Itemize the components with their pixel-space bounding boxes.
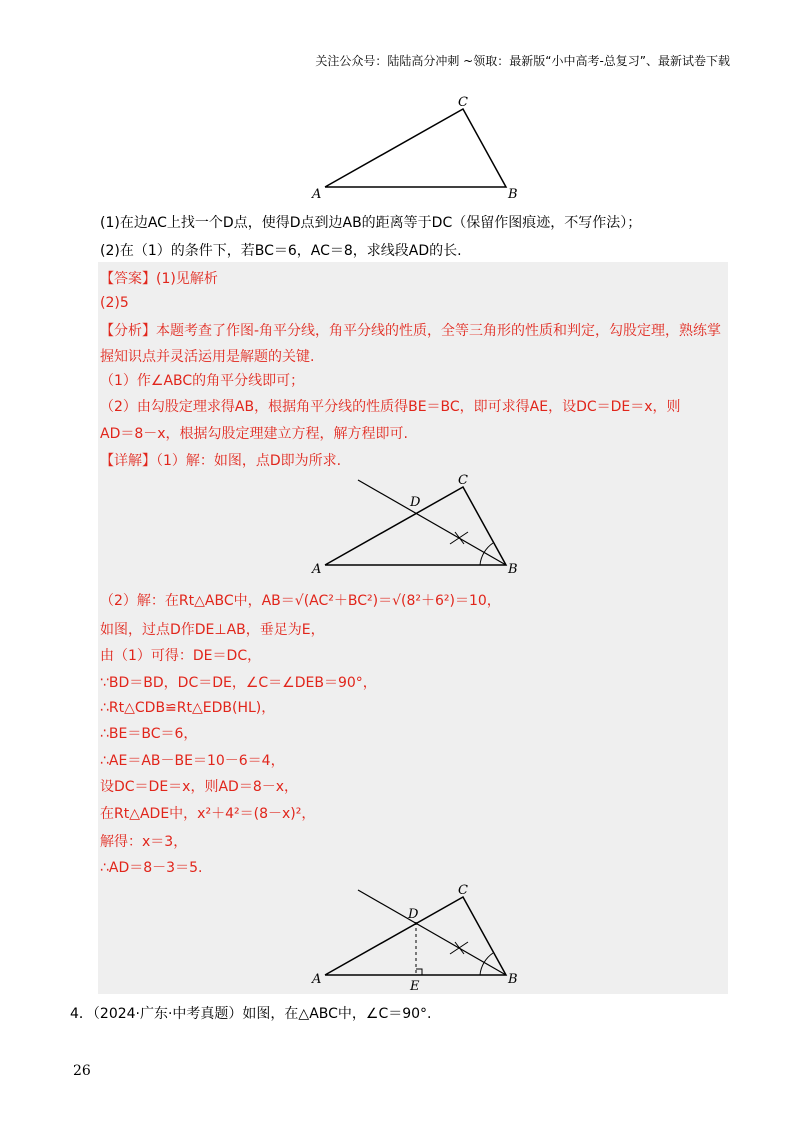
analysis-line-3: （1）作∠ABC的角平分线即可； bbox=[100, 373, 305, 389]
analysis-line-1: 【分析】本题考查了作图-角平分线，角平分线的性质，全等三角形的性质和判定，勾股定理，熟练掌 bbox=[100, 323, 722, 339]
detail-line-11: 解得：x＝3， bbox=[100, 834, 188, 850]
detail-line-2: （2）解：在Rt△ABC中，AB＝√(AC²＋BC²)＝√(8²＋6²)＝10， bbox=[100, 593, 501, 609]
detail-line-1: 【详解】（1）解：如图，点D即为所求. bbox=[100, 453, 342, 469]
label-B: B bbox=[508, 562, 518, 577]
label-A: A bbox=[312, 562, 322, 577]
detail-line-9: 设DC＝DE＝x，则AD＝8－x， bbox=[100, 779, 299, 795]
analysis-line-5: AD＝8－x，根据勾股定理建立方程，解方程即可. bbox=[100, 426, 408, 442]
label-D: D bbox=[410, 495, 421, 510]
triangle-figure-1 bbox=[300, 92, 530, 202]
label-B: B bbox=[508, 972, 518, 987]
label-C: C bbox=[458, 95, 468, 110]
triangle-figure-3 bbox=[300, 880, 530, 992]
question-part-1: (1)在边AC上找一个D点，使得D点到边AB的距离等于DC（保留作图痕迹，不写作法）； bbox=[100, 215, 642, 231]
page-header: 关注公众号：陆陆高分冲刺 ~领取：最新版“小中高考-总复习”、最新试卷下载 bbox=[315, 54, 730, 68]
detail-line-6: ∴Rt△CDB≌Rt△EDB(HL)， bbox=[100, 700, 276, 716]
label-E: E bbox=[410, 979, 420, 992]
label-A: A bbox=[312, 972, 322, 987]
label-C: C bbox=[458, 473, 468, 488]
detail-line-7: ∴BE＝BC＝6， bbox=[100, 726, 198, 742]
answer-line: 【答案】(1)见解析 bbox=[100, 271, 218, 287]
analysis-line-2: 握知识点并灵活运用是解题的关键. bbox=[100, 349, 315, 365]
triangle-figure-2 bbox=[300, 470, 530, 580]
question-part-2: (2)在（1）的条件下，若BC＝6，AC＝8，求线段AD的长. bbox=[100, 243, 462, 259]
detail-line-4: 由（1）可得：DE＝DC， bbox=[100, 648, 262, 664]
detail-line-3: 如图，过点D作DE⊥AB，垂足为E， bbox=[100, 622, 325, 638]
answer-line-2: (2)5 bbox=[100, 295, 129, 311]
question-4: 4．（2024·广东·中考真题）如图，在△ABC中，∠C＝90°. bbox=[70, 1006, 432, 1022]
detail-line-10: 在Rt△ADE中，x²＋4²＝(8－x)²， bbox=[100, 806, 316, 822]
detail-line-5: ∵BD＝BD，DC＝DE，∠C＝∠DEB＝90°， bbox=[100, 675, 377, 691]
analysis-line-4: （2）由勾股定理求得AB，根据角平分线的性质得BE＝BC，即可求得AE，设DC＝DE＝x，则 bbox=[100, 399, 681, 415]
page-number: 26 bbox=[73, 1063, 91, 1079]
label-A: A bbox=[312, 187, 322, 202]
label-D: D bbox=[408, 907, 419, 922]
label-B: B bbox=[508, 187, 518, 202]
detail-line-12: ∴AD＝8－3＝5. bbox=[100, 860, 203, 876]
detail-line-8: ∴AE＝AB－BE＝10－6＝4， bbox=[100, 753, 285, 769]
label-C: C bbox=[458, 883, 468, 898]
